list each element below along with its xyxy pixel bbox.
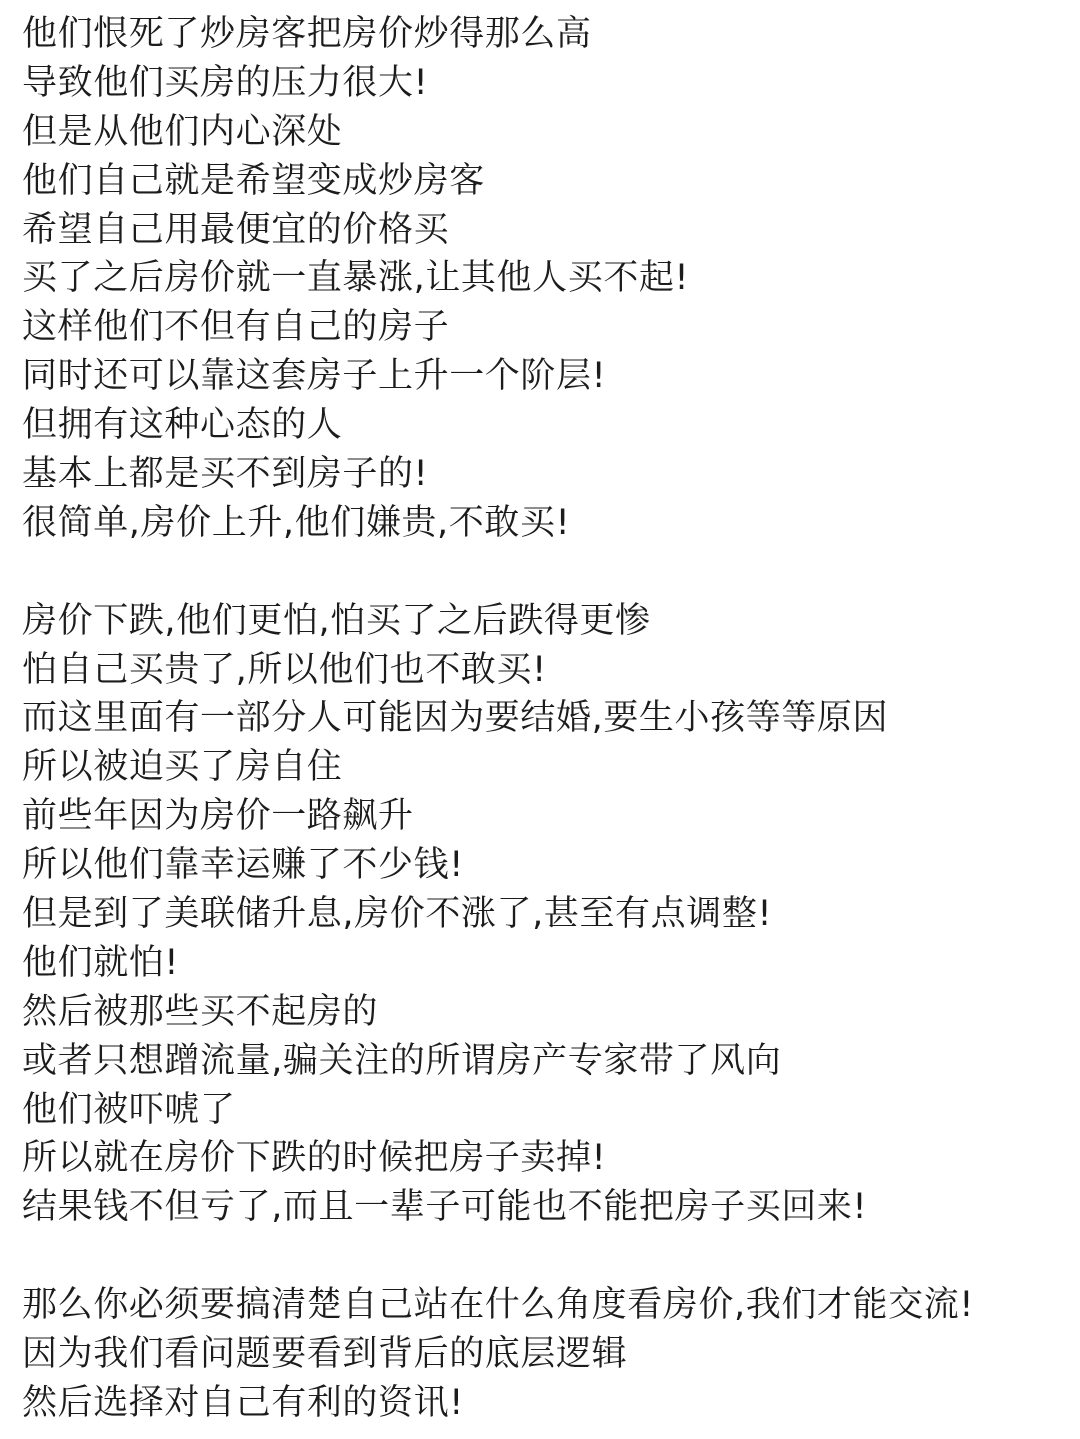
text-line: 同时还可以靠这套房子上升一个阶层! [22, 356, 607, 397]
text-line: 这样他们不但有自己的房子 [22, 307, 450, 348]
text-line: 希望自己用最便宜的价格买 [22, 209, 450, 250]
paragraph-gap [22, 1232, 974, 1281]
text-line: 但拥有这种心态的人 [22, 405, 343, 446]
text-line: 因为我们看问题要看到背后的底层逻辑 [22, 1334, 628, 1375]
text-line: 然后选择对自己有利的资讯! [22, 1382, 464, 1423]
text-line: 他们恨死了炒房客把房价炒得那么高 [22, 14, 592, 54]
text-line: 或者只想蹭流量,骗关注的所谓房产专家带了风向 [22, 1040, 782, 1081]
text-line: 很简单,房价上升,他们嫌贵,不敢买! [22, 502, 571, 543]
text-line: 但是从他们内心深处 [22, 111, 343, 152]
text-line: 前些年因为房价一路飙升 [22, 796, 414, 837]
text-line: 导致他们买房的压力很大! [22, 62, 429, 103]
text-line: 他们就怕! [22, 942, 180, 983]
text-line: 他们自己就是希望变成炒房客 [22, 160, 485, 201]
text-line: 怕自己买贵了,所以他们也不敢买! [22, 649, 547, 690]
text-line: 所以他们靠幸运赚了不少钱! [22, 845, 464, 886]
paragraph-1 [22, 10, 974, 548]
paragraph-3 [22, 1281, 974, 1428]
text-line: 但是到了美联储升息,房价不涨了,甚至有点调整! [22, 894, 773, 935]
text-line: 买了之后房价就一直暴涨,让其他人买不起! [22, 258, 690, 299]
text-line: 而这里面有一部分人可能因为要结婚,要生小孩等等原因 [22, 698, 889, 739]
paragraph-gap [22, 548, 974, 597]
text-line: 那么你必须要搞清楚自己站在什么角度看房价,我们才能交流! [22, 1285, 974, 1326]
text-line: 然后被那些买不起房的 [22, 991, 379, 1032]
text-line: 他们被吓唬了 [22, 1089, 236, 1130]
document-page [22, 0, 1080, 1439]
paragraph-2 [22, 597, 974, 1233]
text-line: 结果钱不但亏了,而且一辈子可能也不能把房子买回来! [22, 1187, 868, 1228]
text-line: 所以就在房价下跌的时候把房子卖掉! [22, 1138, 607, 1179]
document-body [22, 10, 974, 1428]
text-line: 所以被迫买了房自住 [22, 747, 343, 788]
text-line: 基本上都是买不到房子的! [22, 454, 429, 495]
text-line: 房价下跌,他们更怕,怕买了之后跌得更惨 [22, 600, 651, 641]
